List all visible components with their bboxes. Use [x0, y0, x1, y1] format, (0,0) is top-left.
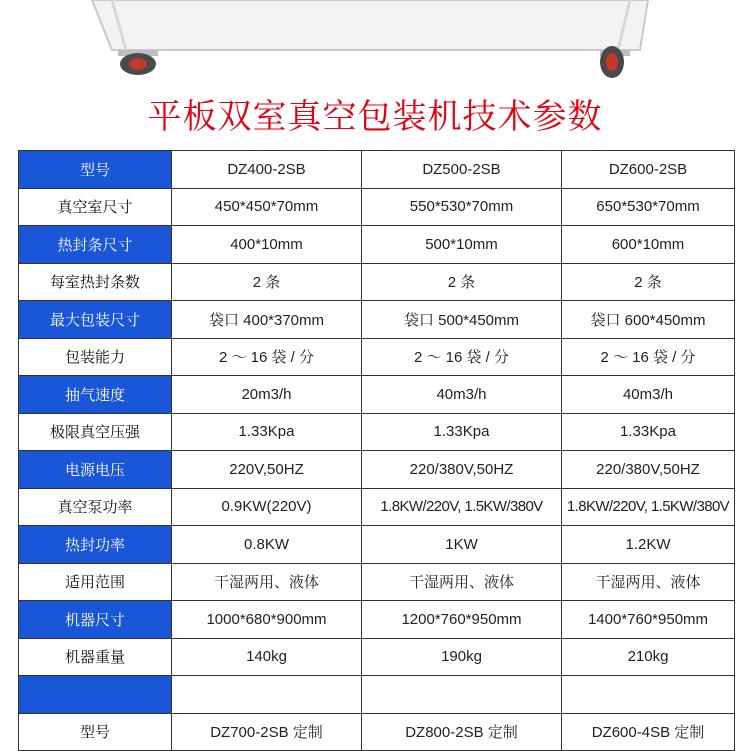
row-label: 热封功率 [19, 526, 172, 564]
table-cell: 2 条 [362, 263, 562, 301]
table-row [19, 638, 735, 676]
table-cell: 1.8KW/220V, 1.5KW/380V [562, 488, 735, 526]
table-cell: 140kg [172, 638, 362, 676]
table-cell: 220V,50HZ [172, 451, 362, 489]
row-label: 电源电压 [19, 451, 172, 489]
table-cell: 550*530*70mm [362, 188, 562, 226]
table-cell: 1.33Kpa [362, 413, 562, 451]
table-row [19, 676, 735, 714]
table-row [19, 563, 735, 601]
table-cell: DZ800-2SB 定制 [362, 713, 562, 751]
table-cell: 2 条 [172, 263, 362, 301]
row-label: 型号 [19, 151, 172, 189]
row-label: 型号 [19, 713, 172, 751]
spec-table [18, 150, 735, 751]
table-row [19, 601, 735, 639]
row-label: 每室热封条数 [19, 263, 172, 301]
table-cell: 袋口 600*450mm [562, 301, 735, 339]
table-cell: DZ700-2SB 定制 [172, 713, 362, 751]
table-row [19, 376, 735, 414]
table-cell: 190kg [362, 638, 562, 676]
table-cell: 2 ～ 16 袋 / 分 [562, 338, 735, 376]
table-cell: 20m3/h [172, 376, 362, 414]
table-cell [362, 676, 562, 714]
table-cell [172, 676, 362, 714]
row-label [19, 676, 172, 714]
table-cell: DZ400-2SB [172, 151, 362, 189]
table-cell: 1KW [362, 526, 562, 564]
row-label: 抽气速度 [19, 376, 172, 414]
table-cell: 干湿两用、液体 [562, 563, 735, 601]
table-cell: 2 条 [562, 263, 735, 301]
table-cell: 0.9KW(220V) [172, 488, 362, 526]
row-label: 机器尺寸 [19, 601, 172, 639]
table-cell: DZ600-2SB [562, 151, 735, 189]
table-row [19, 526, 735, 564]
table-cell: 500*10mm [362, 226, 562, 264]
table-cell: 2 ～ 16 袋 / 分 [362, 338, 562, 376]
table-row [19, 226, 735, 264]
table-cell: 40m3/h [562, 376, 735, 414]
row-label: 最大包装尺寸 [19, 301, 172, 339]
table-cell: 1.2KW [562, 526, 735, 564]
table-cell: 650*530*70mm [562, 188, 735, 226]
table-cell: 210kg [562, 638, 735, 676]
row-label: 包装能力 [19, 338, 172, 376]
table-cell [562, 676, 735, 714]
table-cell: 1.8KW/220V, 1.5KW/380V [362, 488, 562, 526]
row-label: 适用范围 [19, 563, 172, 601]
table-cell: 干湿两用、液体 [172, 563, 362, 601]
table-cell: 袋口 400*370mm [172, 301, 362, 339]
table-row [19, 488, 735, 526]
table-row [19, 263, 735, 301]
table-cell: DZ600-4SB 定制 [562, 713, 735, 751]
table-row [19, 338, 735, 376]
table-row [19, 188, 735, 226]
row-label: 热封条尺寸 [19, 226, 172, 264]
machine-photo [0, 0, 750, 88]
table-cell: 220/380V,50HZ [362, 451, 562, 489]
table-row [19, 451, 735, 489]
table-row [19, 301, 735, 339]
table-cell: 2 ～ 16 袋 / 分 [172, 338, 362, 376]
table-cell: 袋口 500*450mm [362, 301, 562, 339]
table-cell: 干湿两用、液体 [362, 563, 562, 601]
table-cell: 0.8KW [172, 526, 362, 564]
row-label: 真空泵功率 [19, 488, 172, 526]
page-title: 平板双室真空包装机技术参数 [147, 98, 603, 136]
table-cell: 220/380V,50HZ [562, 451, 735, 489]
table-cell: 450*450*70mm [172, 188, 362, 226]
table-cell: 1200*760*950mm [362, 601, 562, 639]
table-cell: 1.33Kpa [562, 413, 735, 451]
table-row [19, 151, 735, 189]
table-row [19, 413, 735, 451]
row-label: 极限真空压强 [19, 413, 172, 451]
row-label: 真空室尺寸 [19, 188, 172, 226]
table-cell: 1.33Kpa [172, 413, 362, 451]
table-cell: 1400*760*950mm [562, 601, 735, 639]
table-cell: 40m3/h [362, 376, 562, 414]
table-cell: DZ500-2SB [362, 151, 562, 189]
table-cell: 1000*680*900mm [172, 601, 362, 639]
table-cell: 600*10mm [562, 226, 735, 264]
row-label: 机器重量 [19, 638, 172, 676]
table-cell: 400*10mm [172, 226, 362, 264]
